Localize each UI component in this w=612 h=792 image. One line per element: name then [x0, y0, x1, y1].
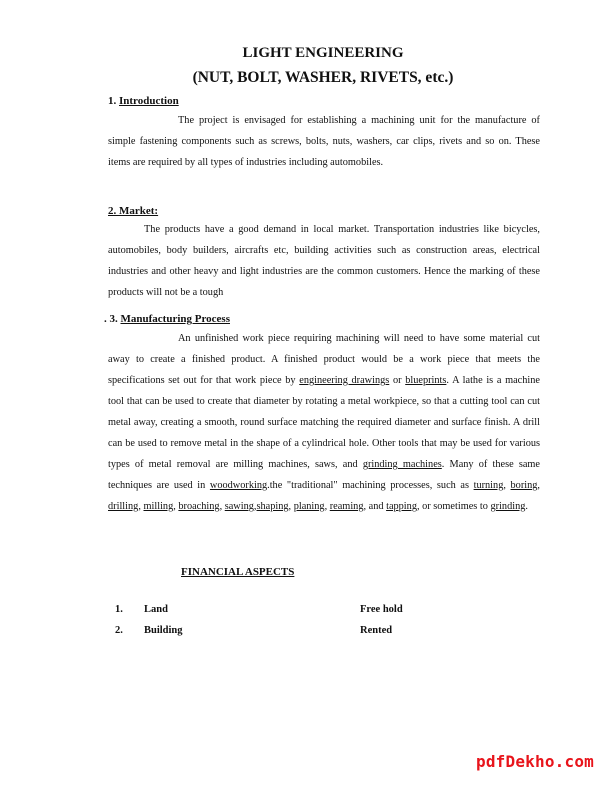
- row-item: Land: [144, 604, 168, 615]
- link-milling[interactable]: milling: [143, 501, 174, 512]
- section-title: Manufacturing Process: [120, 313, 230, 325]
- row-value: Rented: [360, 625, 393, 636]
- link-tapping[interactable]: tapping: [386, 501, 417, 512]
- text-run: . Many of these same techniques are used in: [108, 459, 540, 491]
- text-run: An unfinished work piece requiring machining will need to have some material cut away to create a finished product. A finished product would be a work piece that meets the specifications set out for that work piece by: [108, 333, 540, 386]
- row-number: 1.: [115, 604, 123, 615]
- section-heading-manufacturing: [104, 313, 230, 325]
- link-reaming[interactable]: reaming: [329, 501, 364, 512]
- link-grinding[interactable]: grinding: [490, 501, 526, 512]
- section-number: . 3.: [104, 313, 118, 325]
- link-blueprints[interactable]: blueprints: [405, 375, 447, 386]
- link-engineering-drawings[interactable]: engineering drawings: [299, 375, 390, 386]
- link-broaching[interactable]: broaching: [178, 501, 220, 512]
- market-paragraph: [108, 219, 540, 303]
- link-grinding-machines[interactable]: grinding machines: [362, 459, 442, 470]
- section-heading-introduction: [108, 95, 179, 107]
- watermark-logo: pdfDekho.com: [476, 752, 594, 771]
- text-run: . A lathe is a machine tool that can be used to create that diameter by rotating a metal workpiece, so that a cutting tool can cut metal away, creating a smooth, round surface matching the required diameter and surface finish. A drill can be used to remove metal in the shape of a cylindrical hole. Other tools that may be used for various types of metal removal are milling machines, saws, and: [108, 375, 540, 470]
- link-turning[interactable]: turning: [473, 480, 504, 491]
- introduction-paragraph: [108, 110, 540, 173]
- link-woodworking[interactable]: woodworking: [209, 480, 268, 491]
- text-run: , or sometimes to: [416, 501, 491, 512]
- financial-aspects-heading: FINANCIAL ASPECTS: [181, 566, 295, 578]
- section-title: Introduction: [119, 95, 179, 107]
- section-number: 1.: [108, 95, 117, 107]
- link-drilling[interactable]: drilling: [108, 501, 139, 512]
- row-item: Building: [144, 625, 183, 636]
- link-boring[interactable]: boring: [510, 480, 538, 491]
- introduction-text: The project is envisaged for establishing a machining unit for the manufacture of simple fastening components such as screws, bolts, nuts, washers, car clips, rivets and so on. These items are required by all types of industries including automobiles.: [108, 115, 540, 168]
- link-shaping[interactable]: shaping: [256, 501, 289, 512]
- page-title: LIGHT ENGINEERING: [242, 45, 404, 61]
- page-subtitle: (NUT, BOLT, WASHER, RIVETS, etc.): [192, 69, 454, 86]
- text-run: .the "traditional" machining processes, such as: [267, 480, 474, 491]
- link-sawing[interactable]: sawing: [224, 501, 254, 512]
- text-run: or: [389, 375, 406, 386]
- text-run: .: [525, 501, 528, 512]
- row-number: 2.: [115, 625, 123, 636]
- section-heading-market: 2. Market:: [108, 205, 159, 217]
- link-planing[interactable]: planing: [293, 501, 325, 512]
- row-value: Free hold: [360, 604, 403, 615]
- market-text: The products have a good demand in local market. Transportation industries like bicycles, automobiles, body builders, aircrafts etc, building activities such as construction areas, electrical industries and other heavy and light industries are the common customers. Hence the marking of these products will not be a tough: [108, 224, 540, 298]
- manufacturing-paragraph: An unfinished work piece requiring machining will need to have some material cut away to create a finished product. A finished product would be a work piece that meets the specifications set out for that work piece by engineering drawings or blueprints. A lathe is a machine tool that can be used to create that diameter by rotating a metal workpiece, so that a cutting tool can cut metal away, creating a smooth, round surface matching the required diameter and surface finish. A drill can be used to remove metal in the shape of a cylindrical hole. Other tools that may be used for various types of metal removal are milling machines, saws, and grinding machines. Many of these same techniques are used in woodworking.the "traditional" machining processes, such as turning, boring, drilling, milling, broaching, sawing,shaping, planing, reaming, and tapping, or sometimes to grinding.: [108, 333, 540, 512]
